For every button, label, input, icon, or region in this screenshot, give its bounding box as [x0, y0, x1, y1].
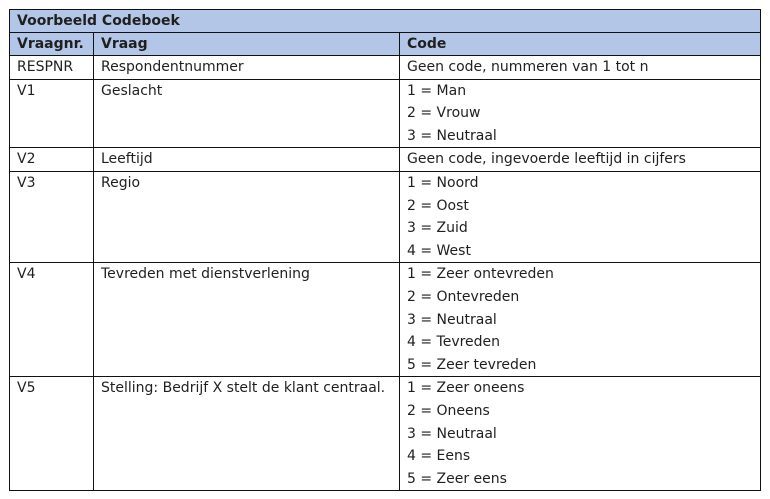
code-line: 3 = Neutraal: [407, 425, 497, 442]
code-line: 1 = Noord: [407, 174, 479, 191]
code-line: 4 = Eens: [407, 448, 471, 465]
code-line: 4 = West: [407, 242, 471, 259]
code-line: 2 = Ontevreden: [407, 288, 520, 305]
header-row: [10, 33, 761, 56]
code-line: 1 = Man: [407, 82, 467, 99]
row-number: V5: [10, 377, 94, 491]
table-row: [10, 79, 761, 148]
row-number: V2: [10, 148, 94, 172]
code-line: 1 = Zeer ontevreden: [407, 266, 554, 283]
row-question: Regio: [94, 171, 400, 262]
row-number: RESPNR: [10, 56, 94, 80]
row-number: V4: [10, 263, 94, 377]
codebook-table: [9, 9, 761, 491]
row-codes: [400, 171, 761, 262]
code-line: 2 = Oost: [407, 197, 469, 214]
row-codes: [400, 377, 761, 491]
header-code: Code: [400, 33, 761, 56]
row-question: Geslacht: [94, 79, 400, 148]
row-codes: [400, 263, 761, 377]
code-line: Geen code, ingevoerde leeftijd in cijfers: [407, 151, 686, 168]
table-row: [10, 171, 761, 262]
table-row: [10, 263, 761, 377]
code-line: 1 = Zeer oneens: [407, 380, 525, 397]
code-line: 2 = Vrouw: [407, 105, 481, 122]
row-codes: [400, 148, 761, 172]
row-codes: [400, 79, 761, 148]
code-line: 2 = Oneens: [407, 402, 490, 419]
row-number: V1: [10, 79, 94, 148]
table-row: [10, 56, 761, 80]
code-line: 4 = Tevreden: [407, 334, 501, 351]
code-line: 5 = Zeer eens: [407, 470, 507, 487]
table-title: Voorbeeld Codeboek: [10, 10, 761, 33]
table-row: [10, 148, 761, 172]
code-line: 3 = Neutraal: [407, 127, 497, 144]
row-question: Tevreden met dienstverlening: [94, 263, 400, 377]
row-question: Leeftijd: [94, 148, 400, 172]
row-codes: [400, 56, 761, 80]
title-row: [10, 10, 761, 33]
row-question: Respondentnummer: [94, 56, 400, 80]
table-row: [10, 377, 761, 491]
row-number: V3: [10, 171, 94, 262]
code-line: 5 = Zeer tevreden: [407, 356, 537, 373]
header-number: Vraagnr.: [10, 33, 94, 56]
code-line: 3 = Zuid: [407, 220, 468, 237]
header-question: Vraag: [94, 33, 400, 56]
code-line: Geen code, nummeren van 1 tot n: [407, 59, 649, 75]
row-question: Stelling: Bedrijf X stelt de klant centraal.: [94, 377, 400, 491]
code-line: 3 = Neutraal: [407, 311, 497, 328]
